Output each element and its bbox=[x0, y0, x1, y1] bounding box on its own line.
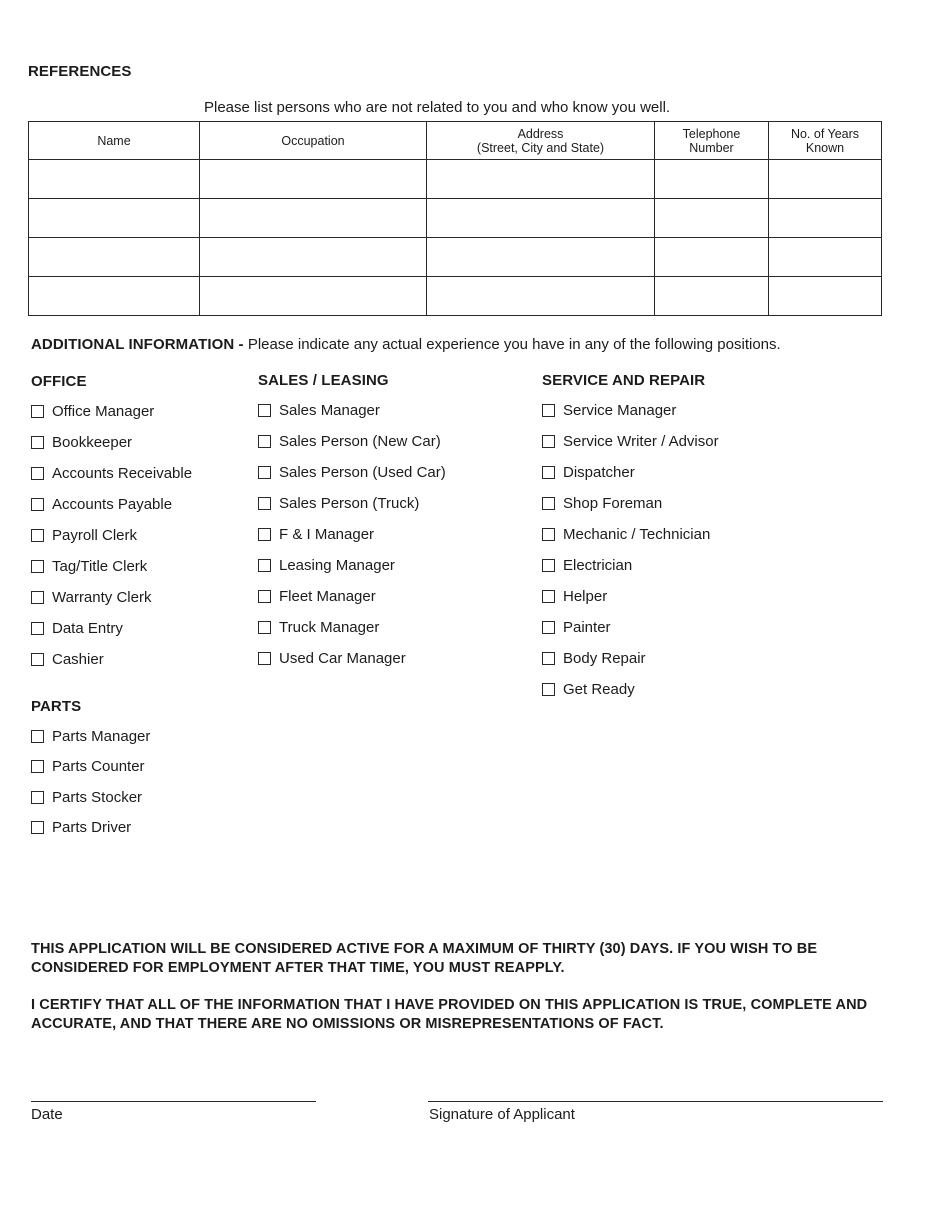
sales-option[interactable]: Sales Person (Truck) bbox=[258, 488, 446, 519]
checkbox[interactable] bbox=[542, 497, 555, 510]
checkbox[interactable] bbox=[258, 621, 271, 634]
reference-occupation-cell[interactable] bbox=[200, 199, 427, 238]
additional-info-instruction: Please indicate any actual experience you have in any of the following positions. bbox=[247, 336, 781, 353]
checkbox[interactable] bbox=[31, 760, 44, 773]
reference-telephone-cell[interactable] bbox=[655, 277, 769, 316]
checkbox[interactable] bbox=[31, 821, 44, 834]
parts-option[interactable]: Parts Stocker bbox=[31, 782, 150, 813]
office-option[interactable]: Bookkeeper bbox=[31, 427, 192, 458]
checkbox[interactable] bbox=[542, 466, 555, 479]
checkbox[interactable] bbox=[542, 435, 555, 448]
office-option[interactable]: Data Entry bbox=[31, 613, 192, 644]
service-option[interactable]: Service Manager bbox=[542, 395, 719, 426]
service-option[interactable]: Dispatcher bbox=[542, 457, 719, 488]
office-option[interactable]: Cashier bbox=[31, 644, 192, 675]
table-row bbox=[29, 277, 882, 316]
checkbox[interactable] bbox=[258, 466, 271, 479]
reference-name-cell[interactable] bbox=[29, 277, 200, 316]
reference-name-cell[interactable] bbox=[29, 160, 200, 199]
service-repair-heading: SERVICE AND REPAIR bbox=[542, 372, 706, 389]
sales-leasing-heading: SALES / LEASING bbox=[258, 372, 389, 389]
service-option[interactable]: Shop Foreman bbox=[542, 488, 719, 519]
office-option[interactable]: Accounts Receivable bbox=[31, 458, 192, 489]
additional-info-line bbox=[31, 336, 781, 353]
reference-address-cell[interactable] bbox=[427, 160, 655, 199]
table-row bbox=[29, 160, 882, 199]
references-table bbox=[28, 121, 882, 316]
sales-option[interactable]: Sales Person (New Car) bbox=[258, 426, 446, 457]
service-option[interactable]: Body Repair bbox=[542, 643, 719, 674]
reference-address-cell[interactable] bbox=[427, 199, 655, 238]
sales-option[interactable]: Used Car Manager bbox=[258, 643, 446, 674]
reference-years-cell[interactable] bbox=[769, 238, 882, 277]
checkbox[interactable] bbox=[31, 467, 44, 480]
parts-heading: PARTS bbox=[31, 698, 82, 715]
checkbox[interactable] bbox=[258, 528, 271, 541]
reference-occupation-cell[interactable] bbox=[200, 160, 427, 199]
column-header-years-known: No. of Years Known bbox=[769, 122, 882, 160]
parts-option[interactable]: Parts Manager bbox=[31, 721, 150, 752]
service-option[interactable]: Painter bbox=[542, 612, 719, 643]
sales-options bbox=[258, 395, 446, 674]
reference-name-cell[interactable] bbox=[29, 238, 200, 277]
table-row bbox=[29, 238, 882, 277]
column-header-address: Address (Street, City and State) bbox=[427, 122, 655, 160]
checkbox[interactable] bbox=[542, 683, 555, 696]
office-section bbox=[31, 373, 192, 675]
service-option[interactable]: Helper bbox=[542, 581, 719, 612]
reference-name-cell[interactable] bbox=[29, 199, 200, 238]
additional-info-heading: ADDITIONAL INFORMATION - bbox=[31, 336, 244, 353]
checkbox[interactable] bbox=[31, 436, 44, 449]
checkbox[interactable] bbox=[31, 730, 44, 743]
sales-option[interactable]: Leasing Manager bbox=[258, 550, 446, 581]
column-header-name: Name bbox=[29, 122, 200, 160]
checkbox[interactable] bbox=[31, 405, 44, 418]
checkbox[interactable] bbox=[31, 622, 44, 635]
service-option[interactable]: Service Writer / Advisor bbox=[542, 426, 719, 457]
date-line[interactable] bbox=[31, 1101, 316, 1102]
parts-section bbox=[31, 698, 150, 843]
active-period-notice: THIS APPLICATION WILL BE CONSIDERED ACTIVE FOR A MAXIMUM OF THIRTY (30) DAYS. IF YOU WISH TO BE CONSIDERED FOR EMPLOYMENT AFTER THAT TIME, YOU MUST REAPPLY. bbox=[31, 941, 818, 976]
service-option[interactable]: Electrician bbox=[542, 550, 719, 581]
reference-address-cell[interactable] bbox=[427, 277, 655, 316]
reference-years-cell[interactable] bbox=[769, 277, 882, 316]
sales-option[interactable]: Sales Manager bbox=[258, 395, 446, 426]
checkbox[interactable] bbox=[258, 590, 271, 603]
office-option[interactable]: Tag/Title Clerk bbox=[31, 551, 192, 582]
checkbox[interactable] bbox=[258, 497, 271, 510]
service-option[interactable]: Get Ready bbox=[542, 674, 719, 705]
table-row bbox=[29, 199, 882, 238]
office-options bbox=[31, 396, 192, 675]
sales-leasing-section bbox=[258, 372, 446, 674]
checkbox[interactable] bbox=[31, 498, 44, 511]
checkbox[interactable] bbox=[31, 653, 44, 666]
office-option[interactable]: Warranty Clerk bbox=[31, 582, 192, 613]
certification-notice: I CERTIFY THAT ALL OF THE INFORMATION THAT I HAVE PROVIDED ON THIS APPLICATION IS TRUE, COMPLETE AND ACCURATE, AND THAT THERE ARE NO OMISSIONS OR MISREPRESENTATIONS OF FACT. bbox=[31, 997, 868, 1032]
checkbox[interactable] bbox=[258, 404, 271, 417]
checkbox[interactable] bbox=[31, 591, 44, 604]
references-instruction: Please list persons who are not related to you and who know you well. bbox=[204, 99, 671, 116]
reference-occupation-cell[interactable] bbox=[200, 238, 427, 277]
checkbox[interactable] bbox=[542, 621, 555, 634]
office-option[interactable]: Accounts Payable bbox=[31, 489, 192, 520]
checkbox[interactable] bbox=[542, 559, 555, 572]
parts-option[interactable]: Parts Counter bbox=[31, 752, 150, 783]
sales-option[interactable]: Fleet Manager bbox=[258, 581, 446, 612]
references-header-row bbox=[29, 122, 882, 160]
checkbox[interactable] bbox=[542, 404, 555, 417]
checkbox[interactable] bbox=[258, 652, 271, 665]
column-header-occupation: Occupation bbox=[200, 122, 427, 160]
reference-years-cell[interactable] bbox=[769, 199, 882, 238]
date-label: Date bbox=[31, 1106, 63, 1123]
reference-telephone-cell[interactable] bbox=[655, 160, 769, 199]
parts-options bbox=[31, 721, 150, 843]
office-heading: OFFICE bbox=[31, 373, 87, 390]
reference-telephone-cell[interactable] bbox=[655, 199, 769, 238]
checkbox[interactable] bbox=[542, 590, 555, 603]
checkbox[interactable] bbox=[258, 435, 271, 448]
checkbox[interactable] bbox=[31, 529, 44, 542]
checkbox[interactable] bbox=[542, 528, 555, 541]
column-header-telephone: Telephone Number bbox=[655, 122, 769, 160]
sales-option[interactable]: Sales Person (Used Car) bbox=[258, 457, 446, 488]
signature-label: Signature of Applicant bbox=[429, 1106, 575, 1123]
reference-occupation-cell[interactable] bbox=[200, 277, 427, 316]
reference-years-cell[interactable] bbox=[769, 160, 882, 199]
parts-option[interactable]: Parts Driver bbox=[31, 813, 150, 844]
service-options bbox=[542, 395, 719, 705]
office-option[interactable]: Office Manager bbox=[31, 396, 192, 427]
service-repair-section bbox=[542, 372, 719, 705]
sales-option[interactable]: Truck Manager bbox=[258, 612, 446, 643]
reference-telephone-cell[interactable] bbox=[655, 238, 769, 277]
signature-line[interactable] bbox=[428, 1101, 883, 1102]
office-option[interactable]: Payroll Clerk bbox=[31, 520, 192, 551]
checkbox[interactable] bbox=[258, 559, 271, 572]
service-option[interactable]: Mechanic / Technician bbox=[542, 519, 719, 550]
checkbox[interactable] bbox=[31, 560, 44, 573]
reference-address-cell[interactable] bbox=[427, 238, 655, 277]
checkbox[interactable] bbox=[542, 652, 555, 665]
sales-option[interactable]: F & I Manager bbox=[258, 519, 446, 550]
checkbox[interactable] bbox=[31, 791, 44, 804]
references-heading: REFERENCES bbox=[28, 63, 132, 80]
